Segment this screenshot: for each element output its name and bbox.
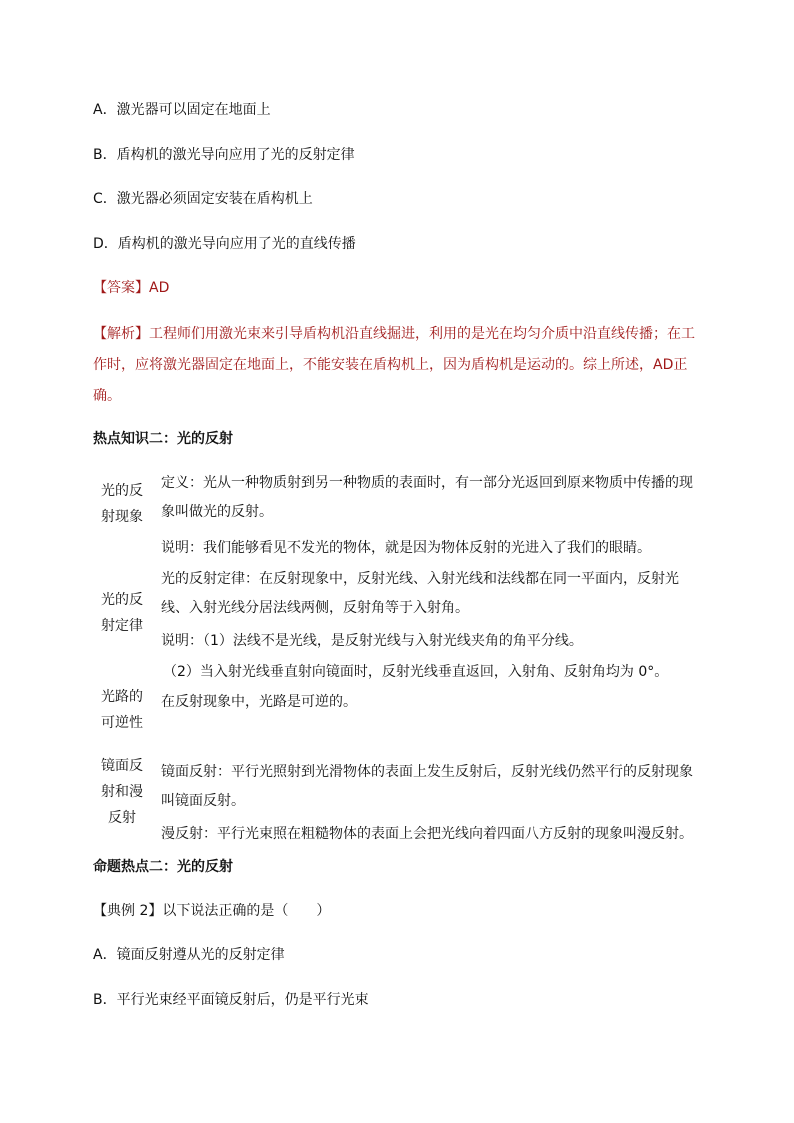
row-label-specular-diffuse [92, 753, 152, 831]
analysis-text: 工程师们用激光束来引导盾构机沿直线掘进，利用的是光在均匀介质中沿直线传播；在工作时，应将激光器固定在地面上，不能安装在盾构机上，因为盾构机是运动的。综上所述，AD正确。 [93, 326, 695, 404]
label-line: 射和漫 [101, 784, 143, 800]
q2-option-a [93, 945, 285, 965]
label-line: 射现象 [101, 509, 143, 525]
section-title: 热点知识二：光的反射 [93, 431, 233, 447]
definition-text: 定义：光从一种物质射到另一种物质的表面时，有一部分光返回到原来物质中传播的现象叫做光的反射。 [161, 475, 693, 520]
row-label-reversibility [92, 684, 152, 736]
option-a [93, 100, 271, 120]
option-letter: A． [93, 102, 117, 118]
row-label-reflection-law [92, 587, 152, 639]
analysis-paragraph [93, 319, 705, 412]
diffuse-text: 漫反射：平行光束照在粗糙物体的表面上会把光线向着四面八方反射的现象叫漫反射。 [161, 826, 693, 842]
label-line: 反射 [108, 810, 136, 826]
option-letter: D． [93, 236, 118, 252]
section2-title: 命题热点二：光的反射 [93, 859, 233, 875]
analysis-tag: 【解析】 [93, 326, 149, 342]
question-tag: 【典例 2】 [93, 903, 163, 919]
label-line: 光路的 [101, 689, 143, 705]
law-note-1: 说明：（1）法线不是光线，是反射光线与入射光线夹角的角平分线。 [161, 633, 583, 649]
option-text: 盾构机的激光导向应用了光的直线传播 [117, 236, 356, 252]
option-c [93, 189, 313, 209]
label-line: 光的反 [101, 592, 143, 608]
option-letter: C． [93, 191, 117, 207]
label-line: 光的反 [101, 483, 143, 499]
answer-tag: 【答案】 [93, 280, 149, 296]
answer-value: AD [149, 280, 170, 296]
option-letter: A． [93, 947, 117, 963]
specular-text: 镜面反射：平行光照射到光滑物体的表面上发生反射后，反射光线仍然平行的反射现象叫镜面反射。 [161, 764, 693, 809]
option-text: 平行光束经平面镜反射后，仍是平行光束 [116, 992, 369, 1008]
option-text: 激光器必须固定安装在盾构机上 [116, 191, 313, 207]
option-text: 镜面反射遵从光的反射定律 [116, 947, 285, 963]
note-text: 说明：我们能够看见不发光的物体，就是因为物体反射的光进入了我们的眼睛。 [161, 540, 651, 556]
law-note-2: （2）当入射光线垂直射向镜面时，反射光线垂直返回，入射角、反射角均为 0°。 [163, 664, 669, 680]
option-letter: B． [93, 147, 117, 163]
q2-option-b [93, 990, 369, 1010]
question2-stem [93, 901, 330, 921]
option-text: 盾构机的激光导向应用了光的反射定律 [116, 147, 355, 163]
option-d [93, 234, 356, 254]
question-text: 以下说法正确的是（ ） [162, 903, 331, 919]
label-line: 镜面反 [101, 758, 143, 774]
label-line: 可逆性 [101, 715, 143, 731]
law-text: 光的反射定律：在反射现象中，反射光线、入射光线和法线都在同一平面内，反射光线、入射光线分居法线两侧，反射角等于入射角。 [161, 571, 679, 616]
reversibility-text: 在反射现象中，光路是可逆的。 [161, 694, 357, 710]
answer-line [93, 278, 169, 298]
option-text: 激光器可以固定在地面上 [116, 102, 271, 118]
label-line: 射定律 [101, 618, 143, 634]
row-label-reflection-phenomenon [92, 478, 152, 530]
option-b [93, 145, 355, 165]
option-letter: B． [93, 992, 117, 1008]
